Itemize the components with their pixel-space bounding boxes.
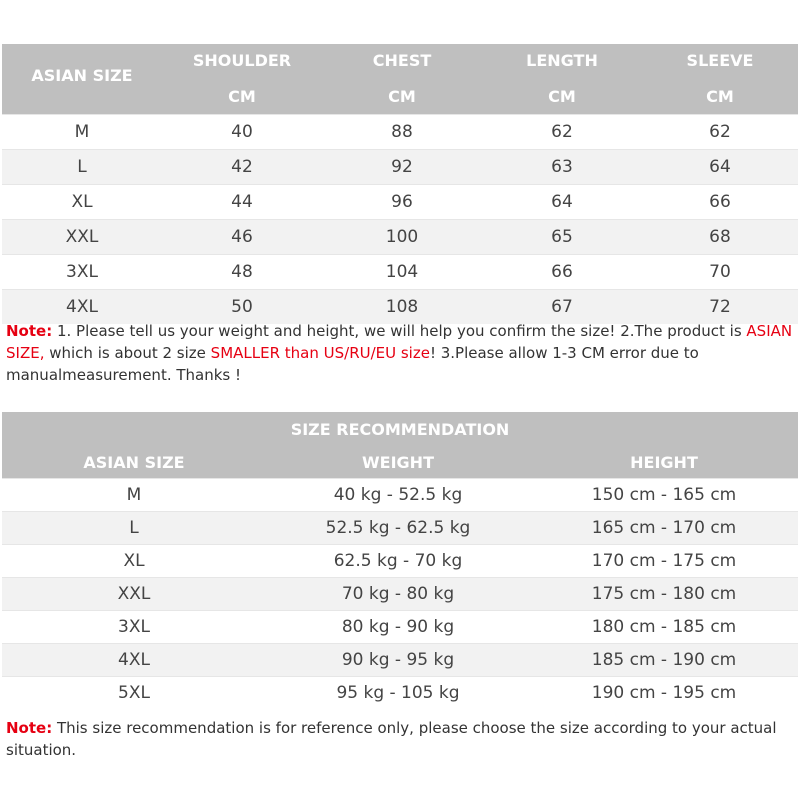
size-cell: M (74, 122, 90, 142)
length-cell: 63 (551, 157, 573, 177)
size-chart-header (2, 44, 798, 114)
chest-cell: 100 (385, 227, 419, 247)
weight-cell: 80 kg - 90 kg (341, 617, 455, 637)
weight-cell: 62.5 kg - 70 kg (333, 551, 463, 571)
size-cell: XL (71, 192, 93, 212)
weight-cell: 52.5 kg - 62.5 kg (325, 518, 471, 538)
size-cell: 4XL (118, 650, 150, 670)
size-cell: 3XL (118, 617, 150, 637)
size-cell: 5XL (118, 683, 150, 703)
table-row (2, 219, 798, 254)
size-chart-note (6, 320, 796, 386)
header-length: LENGTH (526, 51, 598, 70)
table-row (2, 289, 798, 324)
height-cell: 180 cm - 185 cm (591, 617, 737, 637)
table-row (2, 676, 798, 709)
header-unit: CM (388, 87, 416, 106)
recommendation-title: SIZE RECOMMENDATION (290, 420, 510, 439)
weight-cell: 70 kg - 80 kg (341, 584, 455, 604)
header-sleeve: SLEEVE (686, 51, 754, 70)
sleeve-cell: 68 (709, 227, 731, 247)
length-cell: 65 (551, 227, 573, 247)
sleeve-cell: 66 (709, 192, 731, 212)
shoulder-cell: 48 (231, 262, 253, 282)
table-row (2, 643, 798, 676)
header-height: HEIGHT (630, 453, 698, 472)
shoulder-cell: 40 (231, 122, 253, 142)
sleeve-cell: 72 (709, 297, 731, 317)
table-row (2, 511, 798, 544)
recommendation-note (6, 717, 796, 761)
table-row (2, 254, 798, 289)
shoulder-cell: 42 (231, 157, 253, 177)
height-cell: 190 cm - 195 cm (591, 683, 737, 703)
sleeve-cell: 70 (709, 262, 731, 282)
size-chart-table (2, 44, 798, 324)
table-row (2, 577, 798, 610)
chest-cell: 92 (391, 157, 413, 177)
chest-cell: 88 (391, 122, 413, 142)
shoulder-cell: 44 (231, 192, 253, 212)
note-text: This size recommendation is for reference only, please choose the size according to your actual situation. (6, 719, 777, 759)
note-label: Note: (6, 322, 53, 340)
length-cell: 64 (551, 192, 573, 212)
length-cell: 62 (551, 122, 573, 142)
height-cell: 185 cm - 190 cm (591, 650, 737, 670)
table-row (2, 184, 798, 219)
note-text: which is about 2 size (44, 344, 211, 362)
note-highlight: ASIAN SIZE, (6, 322, 793, 362)
chest-cell: 104 (385, 262, 419, 282)
header-unit: CM (548, 87, 576, 106)
length-cell: 66 (551, 262, 573, 282)
shoulder-cell: 46 (231, 227, 253, 247)
height-cell: 165 cm - 170 cm (591, 518, 737, 538)
header-unit: CM (706, 87, 734, 106)
weight-cell: 95 kg - 105 kg (336, 683, 460, 703)
header-asian-size: ASIAN SIZE (83, 453, 185, 472)
header-weight: WEIGHT (362, 453, 434, 472)
size-cell: 4XL (66, 297, 98, 317)
note-highlight: SMALLER than US/RU/EU size (210, 344, 430, 362)
sleeve-cell: 64 (709, 157, 731, 177)
size-cell: L (129, 518, 139, 538)
table-row (2, 114, 798, 149)
sleeve-cell: 62 (709, 122, 731, 142)
size-cell: XXL (65, 227, 99, 247)
shoulder-cell: 50 (231, 297, 253, 317)
header-shoulder: SHOULDER (192, 51, 292, 70)
size-cell: XXL (117, 584, 151, 604)
table-row (2, 610, 798, 643)
recommendation-header (2, 412, 798, 478)
note-label: Note: (6, 719, 53, 737)
weight-cell: 90 kg - 95 kg (341, 650, 455, 670)
size-cell: 3XL (66, 262, 98, 282)
size-cell: XL (123, 551, 145, 571)
header-unit: CM (228, 87, 256, 106)
header-asian-size: ASIAN SIZE (31, 66, 133, 85)
size-cell: M (126, 485, 142, 505)
length-cell: 67 (551, 297, 573, 317)
header-chest: CHEST (372, 51, 432, 70)
note-text: ! 3.Please allow 1-3 CM error due to manualmeasurement. Thanks ! (6, 344, 699, 384)
table-row (2, 478, 798, 511)
size-cell: L (77, 157, 87, 177)
note-text: 1. Please tell us your weight and height, we will help you confirm the size! 2.The product is (52, 322, 747, 340)
size-recommendation-table (2, 412, 798, 709)
chest-cell: 108 (385, 297, 419, 317)
height-cell: 175 cm - 180 cm (591, 584, 737, 604)
chest-cell: 96 (391, 192, 413, 212)
height-cell: 170 cm - 175 cm (591, 551, 737, 571)
table-row (2, 149, 798, 184)
table-row (2, 544, 798, 577)
weight-cell: 40 kg - 52.5 kg (333, 485, 463, 505)
height-cell: 150 cm - 165 cm (591, 485, 737, 505)
